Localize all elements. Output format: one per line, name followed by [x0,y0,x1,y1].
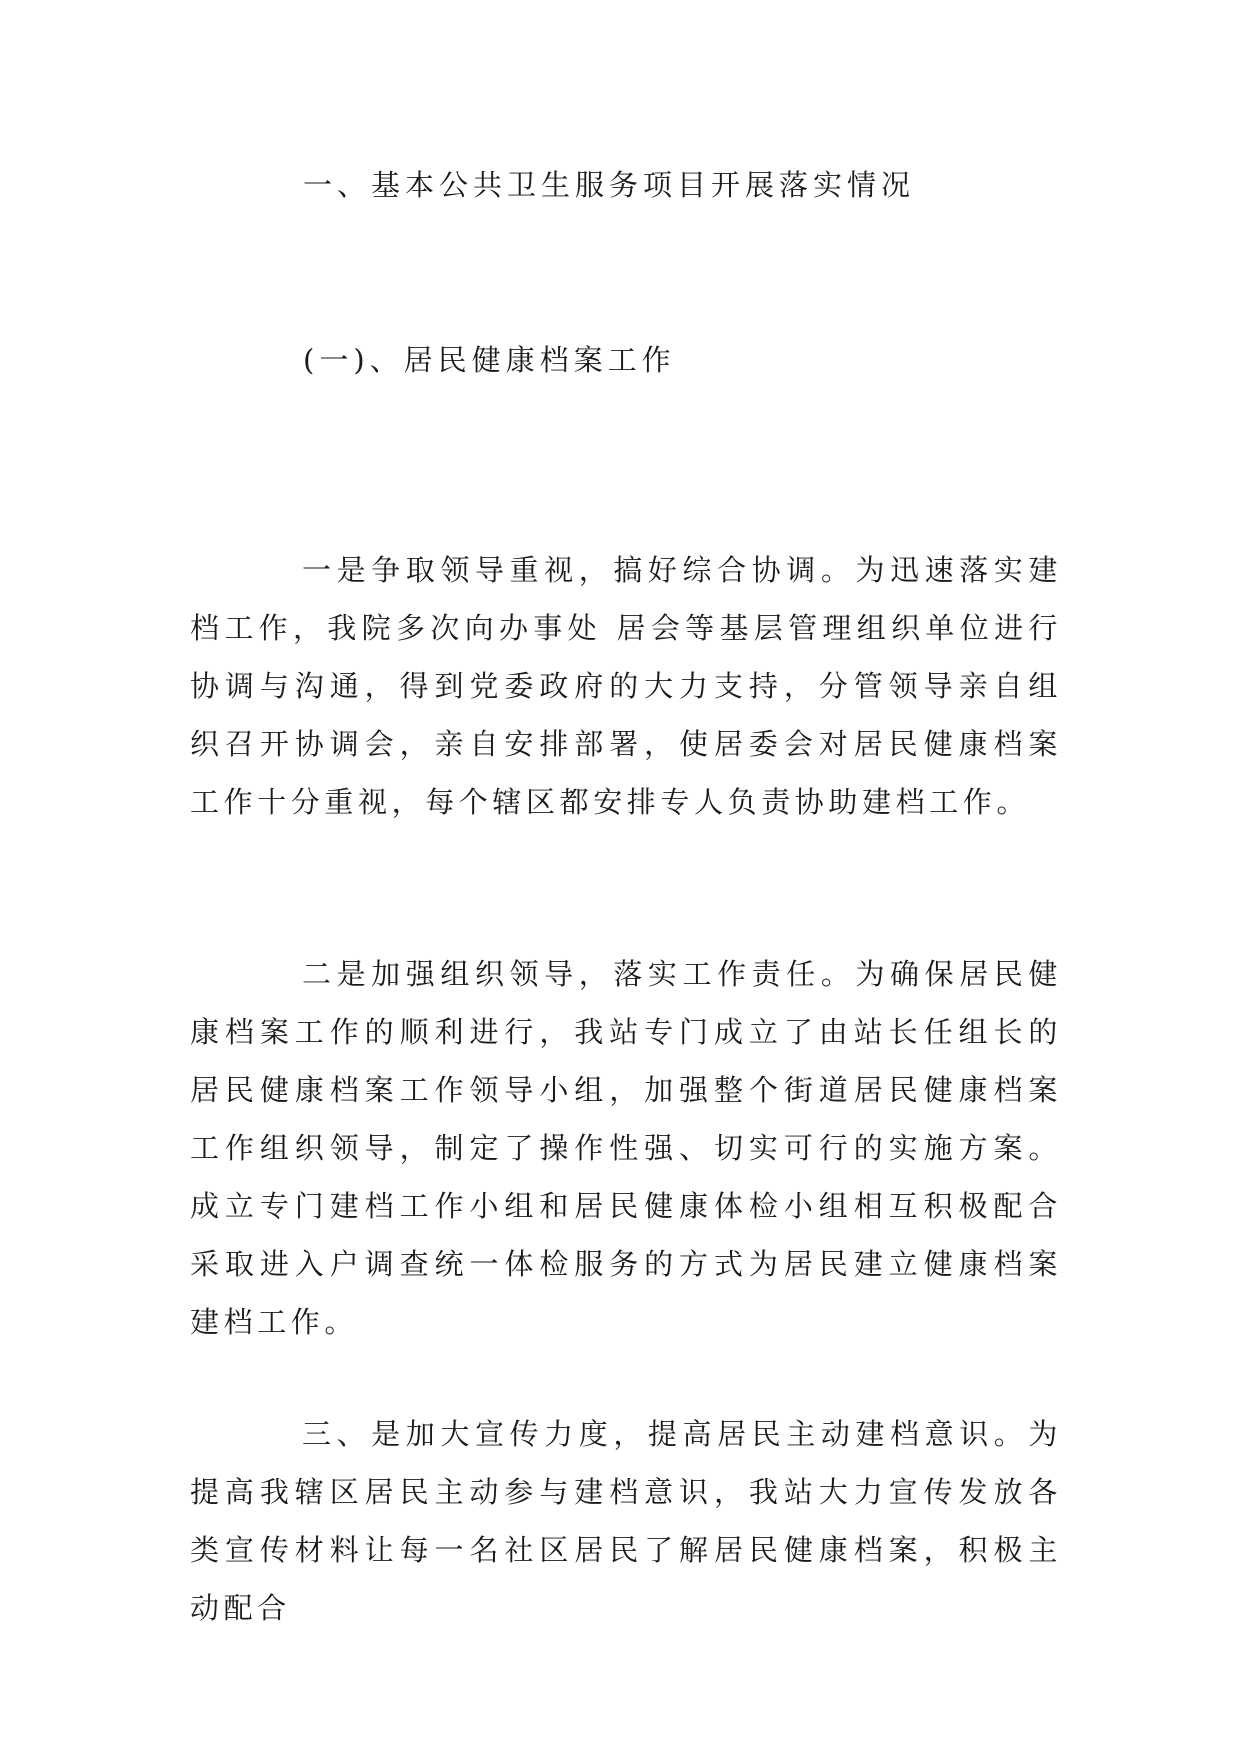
paragraph-organization: 二是加强组织领导，落实工作责任。为确保居民健康档案工作的顺利进行，我站专门成立了由站长任组长的居民健康档案工作领导小组，加强整个街道居民健康档案工作组织领导，制定了操作性强、切实可行的实施方案。成立专门建档工作小组和居民健康体检小组相互积极配合采取进入户调查统一体检服务的方式为居民建立健康档案建档工作。 [190,957,1062,1339]
paragraph-leadership: 一是争取领导重视，搞好综合协调。为迅速落实建档工作，我院多次向办事处 居会等基层管理组织单位进行协调与沟通，得到党委政府的大力支持，分管领导亲自组织召开协调会，亲自安排部署，使居委会对居民健康档案工作十分重视，每个辖区都安排专人负责协助建档工作。 [190,553,1062,819]
subsection-heading: (一)、居民健康档案工作 [303,343,676,377]
section-heading: 一、基本公共卫生服务项目开展落实情况 [303,168,916,202]
paragraph-publicity: 三、是加大宣传力度，提高居民主动建档意识。为提高我辖区居民主动参与建档意识，我站大力宣传发放各类宣传材料让每一名社区居民了解居民健康档案，积极主动配合 [190,1417,1062,1625]
